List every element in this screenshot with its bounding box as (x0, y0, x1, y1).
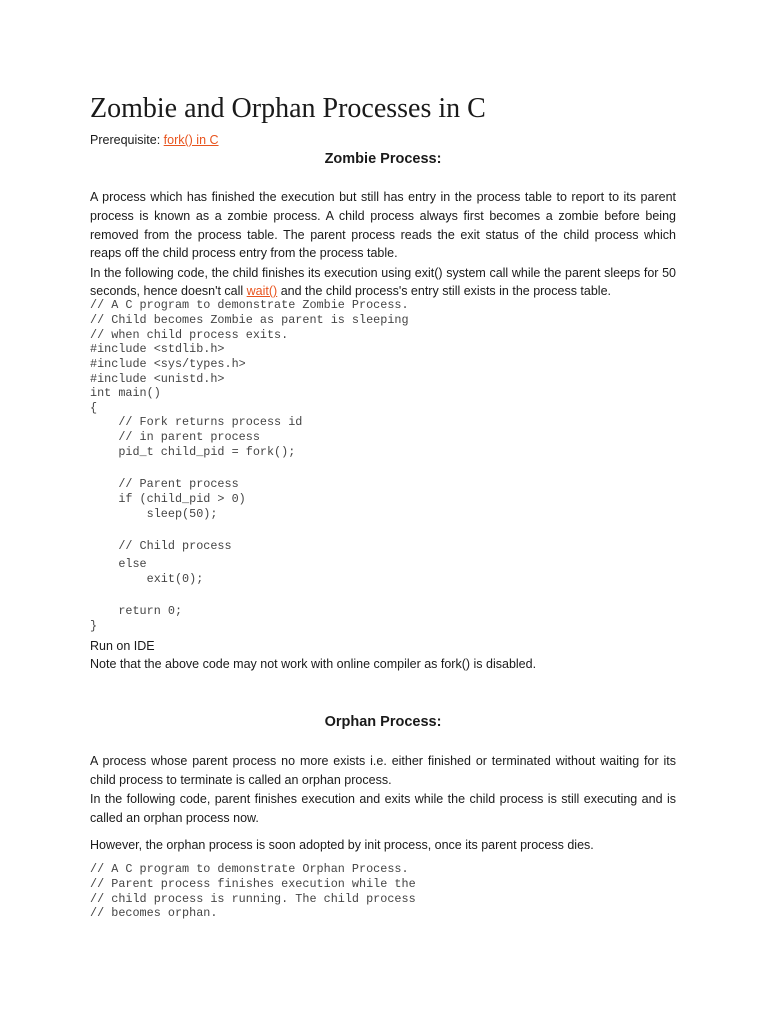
code-line: int main() (90, 386, 161, 400)
code-line: // Child process (90, 539, 232, 553)
orphan-paragraph-3: However, the orphan process is soon adopted by init process, once its parent process dies. (90, 838, 594, 852)
code-line: // Child becomes Zombie as parent is sleeping (90, 313, 409, 327)
code-line: // becomes orphan. (90, 906, 218, 920)
orphan-process-heading: Orphan Process: (324, 714, 442, 730)
code-line: if (child_pid > 0) (90, 492, 246, 506)
code-line: #include <stdlib.h> (90, 342, 225, 356)
code-line: sleep(50); (90, 507, 218, 521)
zombie-paragraph-1: A process which has finished the execution but still has entry in the process table to report to its parent process is known as a zombie process. A child process always first becomes a zombie before being removed from the process table. The parent process reads the exit status of the child process which reaps off the child process entry from the process table. (90, 190, 676, 261)
zombie-process-heading: Zombie Process: (324, 151, 442, 167)
orphan-paragraph-2: In the following code, parent finishes execution and exits while the child process is still executing and is called an orphan process now. (90, 792, 676, 825)
zombie-paragraph-2-end: and the child process's entry still exists in the process table. (277, 284, 612, 299)
code-line: // in parent process (90, 430, 260, 444)
code-line: pid_t child_pid = fork(); (90, 445, 296, 459)
zombie-note: Note that the above code may not work with online compiler as fork() is disabled. (90, 657, 537, 671)
code-line: // A C program to demonstrate Zombie Process. (90, 298, 409, 312)
code-line: // child process is running. The child process (90, 892, 416, 906)
code-line: { (90, 401, 98, 415)
zombie-paragraph-2 (90, 264, 676, 302)
code-line: exit(0); (90, 572, 204, 586)
zombie-paragraph-2-start: In the following code, the child finishes its execution using exit() system call while the parent sleeps for 50 seconds, hence doesn't call (90, 265, 676, 299)
code-line: // Fork returns process id (90, 415, 303, 429)
code-line: return 0; (90, 604, 183, 618)
page-title: Zombie and Orphan Processes in C (90, 93, 486, 124)
wait-link[interactable]: wait() (246, 284, 278, 299)
run-on-ide-link[interactable]: Run on IDE (90, 639, 155, 653)
code-line: #include <unistd.h> (90, 372, 225, 386)
code-line: } (90, 619, 98, 633)
code-line: // Parent process (90, 477, 239, 491)
code-line: // A C program to demonstrate Orphan Process. (90, 862, 409, 876)
code-line: #include <sys/types.h> (90, 357, 246, 371)
code-line: // Parent process finishes execution while the (90, 877, 416, 891)
prerequisite-label: Prerequisite: (90, 133, 161, 147)
fork-in-c-link[interactable]: fork() in C (163, 133, 219, 147)
orphan-paragraph-1: A process whose parent process no more exists i.e. either finished or terminated without waiting for its child process to terminate is called an orphan process. (90, 754, 676, 787)
code-line: else (90, 557, 147, 571)
code-line: // when child process exits. (90, 328, 289, 342)
